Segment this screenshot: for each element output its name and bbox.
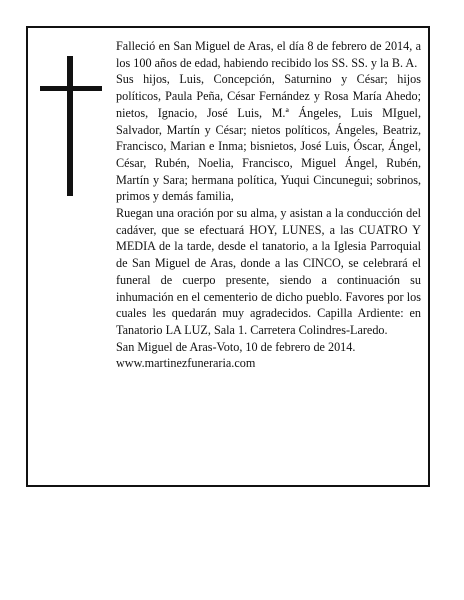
death-statement: Falleció en San Miguel de Aras, el día 8 de febrero de 2014, a los 100 años de edad, habiendo recibido los SS. SS. y la B. A. bbox=[116, 39, 421, 70]
cross-icon bbox=[40, 56, 102, 196]
place-date: San Miguel de Aras-Voto, 10 de febrero de 2014. bbox=[116, 339, 356, 354]
funeral-home-website: www.martinezfuneraria.com bbox=[116, 356, 256, 371]
cross-vertical-bar bbox=[67, 56, 73, 196]
family-list: Sus hijos, Luis, Concepción, Saturnino y César; hijos políticos, Paula Peña, César Fernández y Rosa María Ahedo; nietos, Ignacio, José Luis, M.ª Ángeles, Luis MIguel, Salvador, Martín y César; nietos políticos, Ángeles, Beatriz, Francisco, Marian e Inma; bisnietos, José Luis, Óscar, Ángel, César, Rubén, Noelia, Francisco, Miguel Ángel, Rubén, Martín y Sara; hermana política, Yuqui Cincunegui; sobrinos, primos y demás familia, bbox=[116, 72, 421, 204]
funeral-request: Ruegan una oración por su alma, y asistan a la conducción del cadáver, que se efectuará HOY, LUNES, a las CUATRO Y MEDIA de la tarde, desde el tanatorio, a la Iglesia Parroquial de San Miguel de Aras, donde a las CINCO, se celebrará el funeral de cuerpo presente, siendo a continuación su inhumación en el cementerio de dicho pueblo. Favores por los cuales les quedarán muy agradecidos. Capilla Ardiente: en Tanatorio LA LUZ, Sala 1. Carretera Colindres-Laredo. bbox=[116, 206, 421, 337]
cross-horizontal-bar bbox=[40, 86, 102, 91]
obituary-text bbox=[116, 38, 421, 372]
